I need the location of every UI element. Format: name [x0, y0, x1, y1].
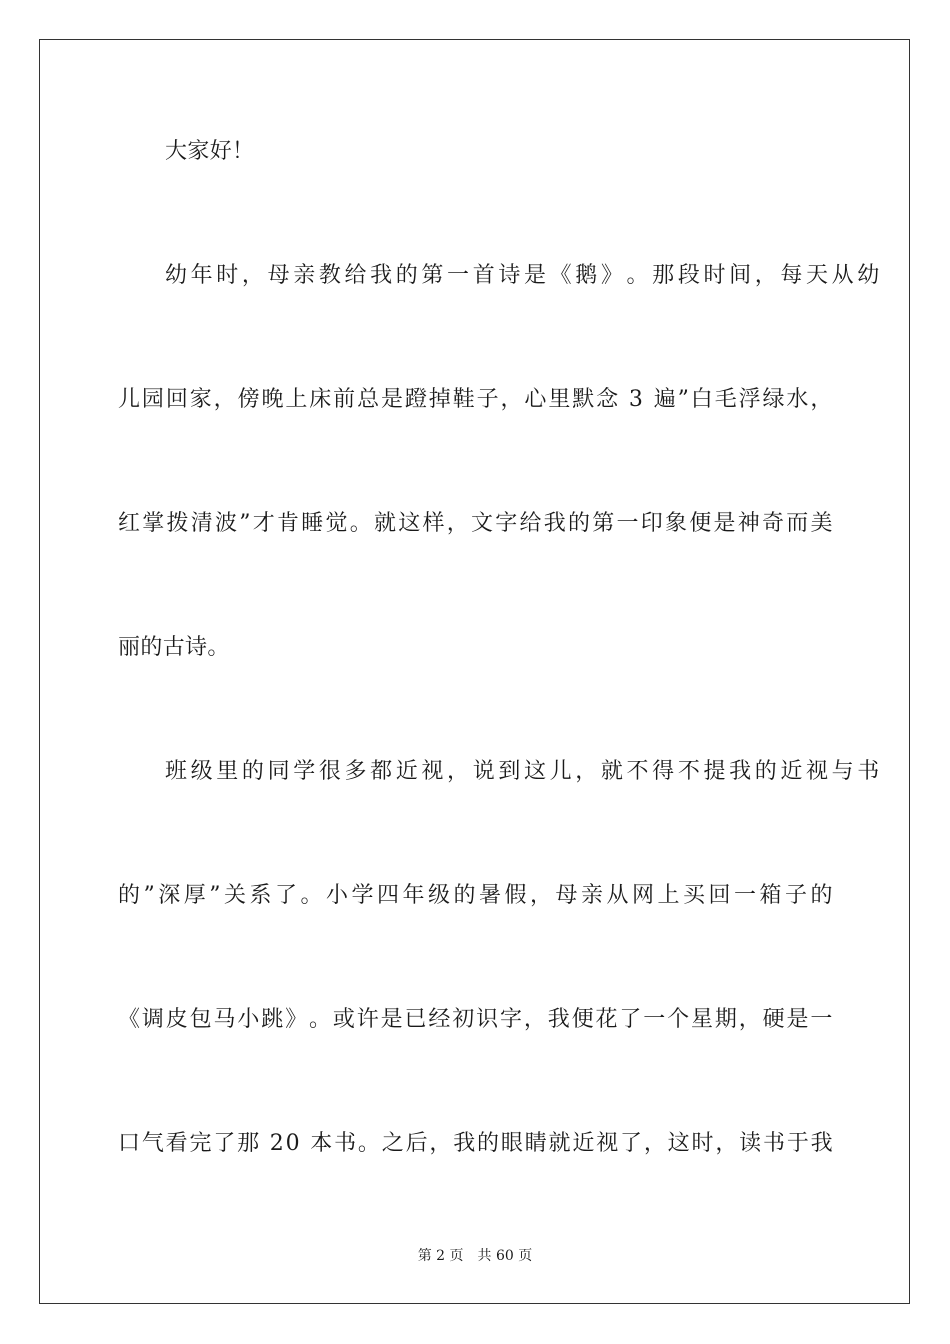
paragraph-line: 幼 年 时 ， 母 亲 教 给 我 的 第 一 首 诗 是 《 鹅 》 。 那 段 时 间 ， 每 天 从 幼 [165, 263, 880, 288]
page-footer [0, 1246, 950, 1266]
page-number: 第 2 页 [417, 1248, 464, 1264]
paragraph-line: 丽的古诗。 [118, 635, 230, 660]
paragraph-line: 的 ” 深 厚 ” 关 系 了 。 小 学 四 年 级 的 暑 假 ， 母 亲 从 网 上 买 回 一 箱 子 的 [118, 883, 833, 908]
paragraph-line: 口 气 看 完 了 那 2 0 本 书 。 之 后 ， 我 的 眼 睛 就 近 视 了 ， 这 时 ， 读 书 于 我 [118, 1131, 833, 1156]
paragraph-line: 《 调 皮 包 马 小 跳 》 。 或 许 是 已 经 初 识 字 ， 我 便 花 了 一 个 星 期 ， 硬 是 一 [118, 1007, 833, 1032]
paragraph-line: 班 级 里 的 同 学 很 多 都 近 视 ， 说 到 这 儿 ， 就 不 得 不 提 我 的 近 视 与 书 [165, 759, 880, 784]
paragraph-line: 红 掌 拨 清 波 ” 才 肯 睡 觉 。 就 这 样 ， 文 字 给 我 的 第 一 印 象 便 是 神 奇 而 美 [118, 511, 833, 536]
page-total: 共 60 页 [477, 1248, 533, 1264]
page-border [39, 39, 910, 1304]
greeting-line: 大家好！ [165, 139, 255, 164]
paragraph-line: 儿 园 回 家 ， 傍 晚 上 床 前 总 是 蹬 掉 鞋 子 ， 心 里 默 念 3 遍 ” 白 毛 浮 绿 水 ， [118, 387, 833, 412]
